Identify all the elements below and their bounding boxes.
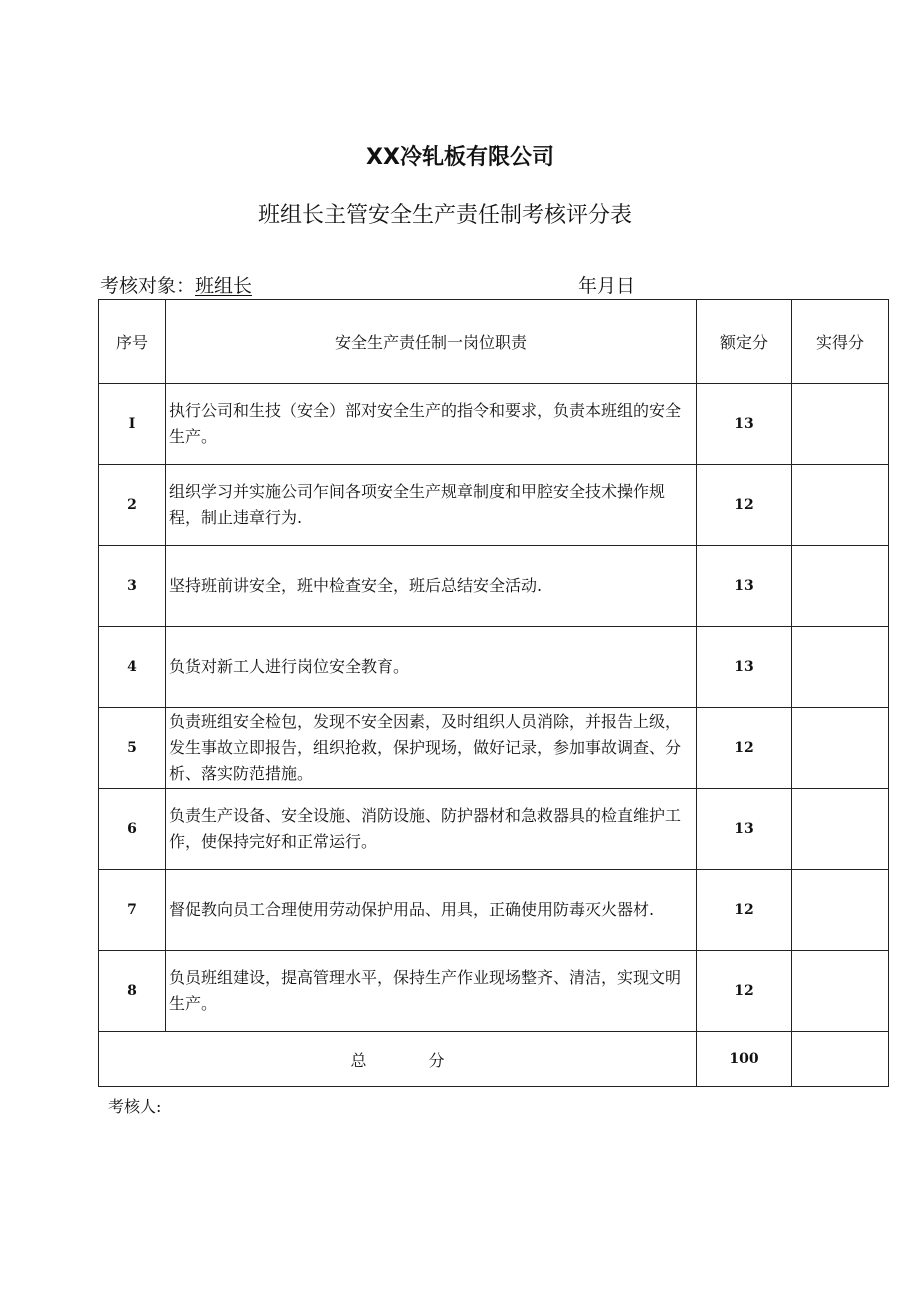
table-row	[99, 870, 889, 951]
row-no: 6	[99, 789, 166, 870]
table-row	[99, 789, 889, 870]
total-label-2: 分	[428, 1050, 445, 1070]
header-no: 序号	[99, 300, 166, 384]
table-row	[99, 708, 889, 789]
row-duty: 执行公司和生技（安全）部对安全生产的指令和要求，负责本班组的安全生产。	[166, 384, 697, 465]
row-actual-score[interactable]	[792, 546, 889, 627]
row-actual-score[interactable]	[792, 384, 889, 465]
total-row	[99, 1032, 889, 1087]
row-duty: 负责生产设备、安全设施、消防设施、防护器材和急救器具的检直维护工作，使保持完好和正常运行。	[166, 789, 697, 870]
subject-value: 班组长	[195, 275, 253, 297]
table-header-row	[99, 300, 889, 384]
row-actual-score[interactable]	[792, 870, 889, 951]
row-no: 2	[99, 465, 166, 546]
date-field: 年月日	[578, 275, 636, 297]
row-no: 8	[99, 951, 166, 1032]
row-duty: 负责班组安全检包，发现不安全因素，及时组织人员消除，并报告上级，发生事故立即报告，组织抢救，保护现场，做好记录，参加事故调查、分析、落实防范措施。	[166, 708, 697, 789]
total-label-1: 总	[350, 1050, 367, 1070]
row-rated-score: 12	[697, 870, 792, 951]
total-actual-score[interactable]	[792, 1032, 889, 1087]
company-name: XX冷轧板有限公司	[366, 145, 554, 170]
row-no: I	[99, 384, 166, 465]
row-actual-score[interactable]	[792, 708, 889, 789]
row-rated-score: 12	[697, 465, 792, 546]
row-rated-score: 13	[697, 546, 792, 627]
total-rated-score: 100	[697, 1032, 792, 1087]
table-row	[99, 384, 889, 465]
row-actual-score[interactable]	[792, 789, 889, 870]
row-duty: 督促教向员工合理使用劳动保护用品、用具，正确使用防毒灭火器材.	[166, 870, 697, 951]
form-title: 班组长主管安全生产责任制考核评分表	[257, 203, 632, 228]
row-actual-score[interactable]	[792, 465, 889, 546]
row-rated-score: 13	[697, 384, 792, 465]
row-rated-score: 12	[697, 708, 792, 789]
table-row	[99, 465, 889, 546]
subject-label: 考核对象：	[100, 275, 196, 297]
row-duty: 坚持班前讲安全，班中检查安全，班后总结安全活动.	[166, 546, 697, 627]
header-actual-score: 实得分	[792, 300, 889, 384]
table-row	[99, 627, 889, 708]
row-rated-score: 13	[697, 627, 792, 708]
header-duty: 安全生产责任制一岗位职责	[166, 300, 697, 384]
row-no: 3	[99, 546, 166, 627]
assessment-subject	[100, 271, 252, 298]
header-rated-score: 额定分	[697, 300, 792, 384]
row-no: 5	[99, 708, 166, 789]
table-row	[99, 951, 889, 1032]
row-duty: 组织学习并实施公司乍间各项安全生产规章制度和甲腔安全技术操作规程，制止违章行为.	[166, 465, 697, 546]
row-duty: 负员班组建设，提高管理水平，保持生产作业现场整齐、清洁，实现文明生产。	[166, 951, 697, 1032]
row-actual-score[interactable]	[792, 951, 889, 1032]
row-no: 4	[99, 627, 166, 708]
row-rated-score: 12	[697, 951, 792, 1032]
total-label	[99, 1032, 697, 1087]
row-actual-score[interactable]	[792, 627, 889, 708]
table-row	[99, 546, 889, 627]
row-no: 7	[99, 870, 166, 951]
score-table	[98, 299, 889, 1087]
row-duty: 负货对新工人进行岗位安全教育。	[166, 627, 697, 708]
assessor-label: 考核人:	[108, 1097, 162, 1116]
row-rated-score: 13	[697, 789, 792, 870]
